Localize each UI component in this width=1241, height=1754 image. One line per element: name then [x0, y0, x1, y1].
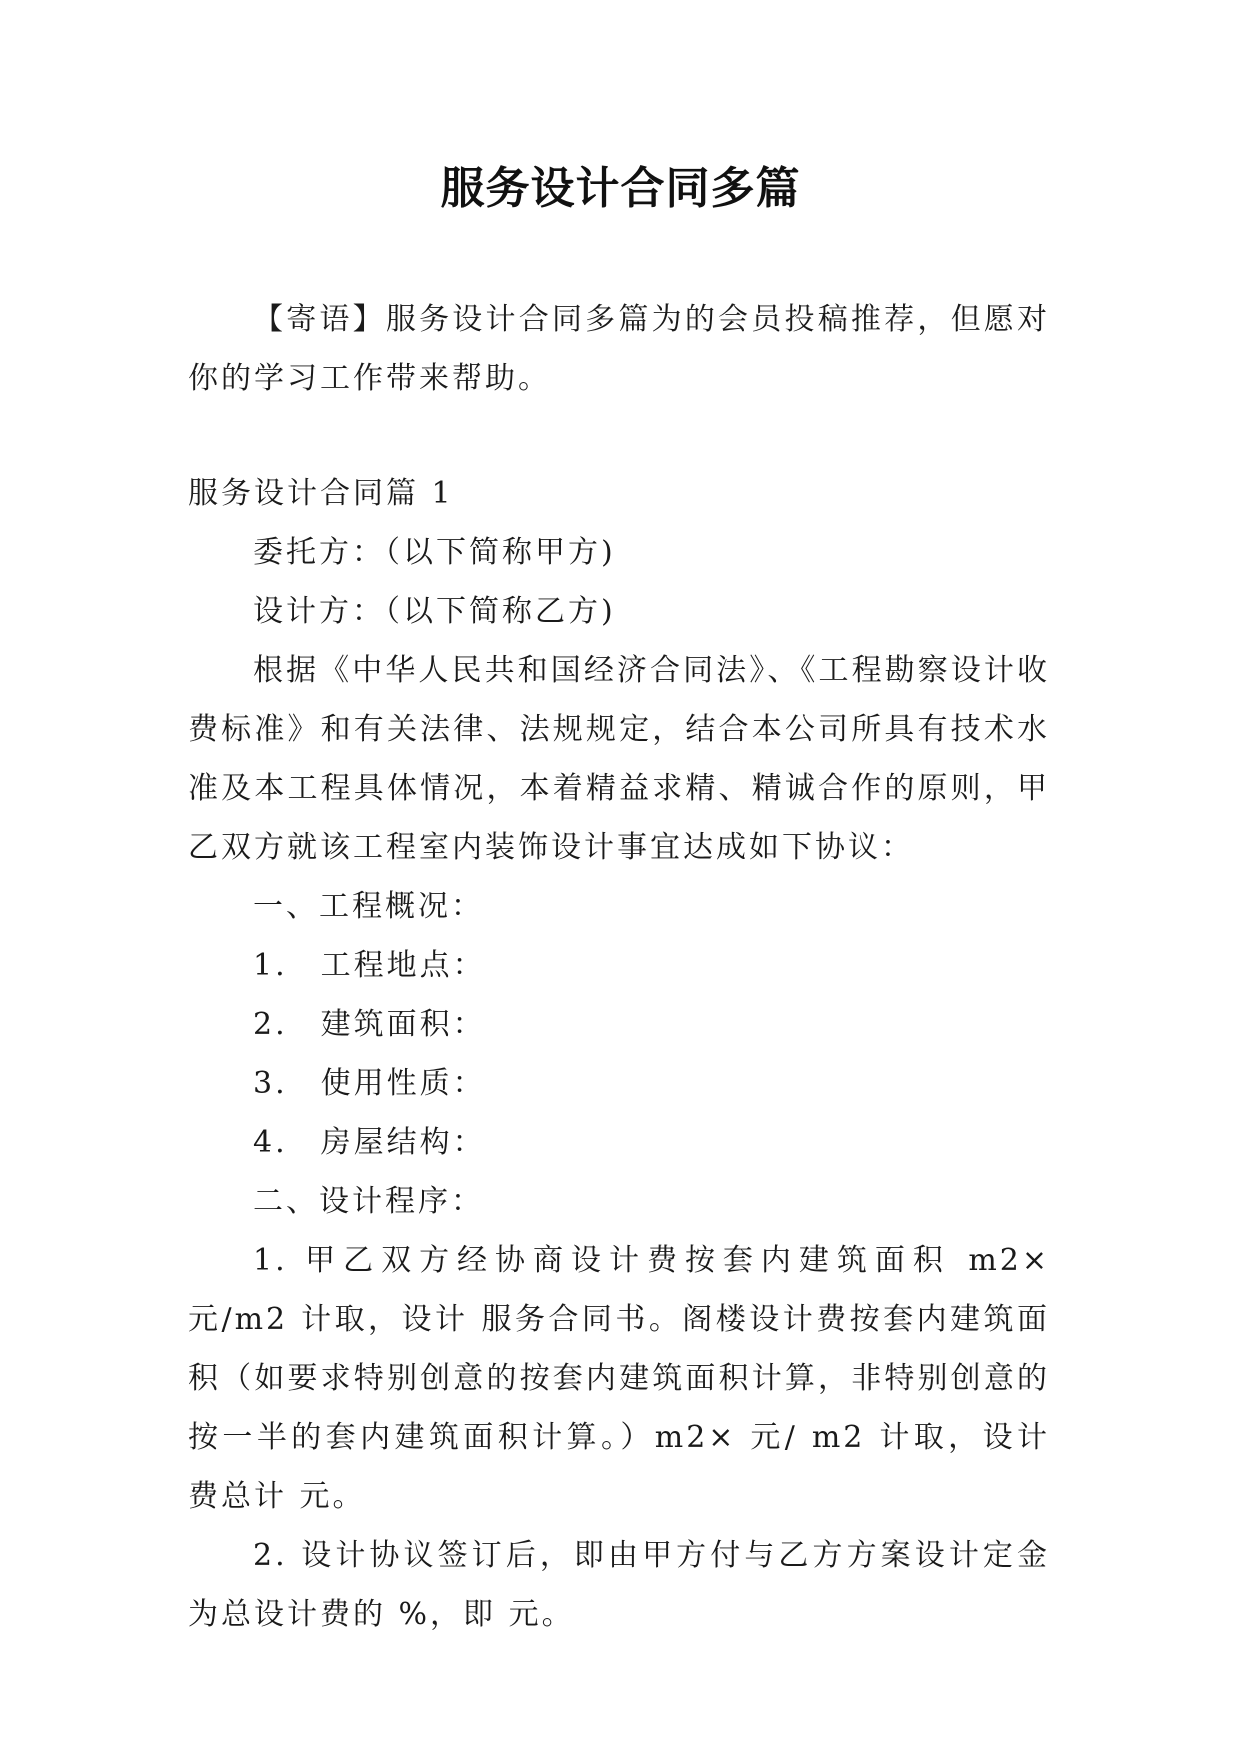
paragraph-design-fee: 1. 甲乙双方经协商设计费按套内建筑面积 m2× 元/m2 计取，设计 服务合同书。阁楼设计费按套内建筑面积（如要求特别创意的按套内建筑面积计算，非特别创意的按一半的套内建筑面积计算。）m2× 元/ m2 计取，设计费总计 元。 [188, 1243, 1050, 1514]
section-heading: 服务设计合同篇 1 [188, 476, 454, 511]
document-body [188, 290, 1050, 1644]
item-usage-type: 3. 使用性质： [253, 1066, 486, 1101]
paragraph-basis: 根据《中华人民共和国经济合同法》、《工程勘察设计收费标准》和有关法律、法规规定，结合本公司所具有技术水准及本工程具体情况，本着精益求精、精诚合作的原则，甲乙双方就该工程室内装饰设计事宜达成如下协议： [188, 653, 1050, 865]
intro-paragraph: 【寄语】服务设计合同多篇为的会员投稿推荐，但愿对你的学习工作带来帮助。 [188, 302, 1050, 396]
paragraph-client: 委托方：（以下简称甲方) [253, 535, 616, 570]
paragraph-deposit: 2. 设计协议签订后，即由甲方付与乙方方案设计定金为总设计费的 %，即 元。 [188, 1538, 1050, 1632]
item-building-area: 2. 建筑面积： [253, 1007, 486, 1042]
item-project-location: 1. 工程地点： [253, 948, 486, 983]
paragraph-designer: 设计方：（以下简称乙方) [253, 594, 616, 629]
heading-project-overview: 一、工程概况： [253, 889, 484, 924]
document-title: 服务设计合同多篇 [440, 163, 801, 214]
item-building-structure: 4. 房屋结构： [253, 1125, 486, 1160]
heading-design-procedure: 二、设计程序： [253, 1184, 484, 1219]
